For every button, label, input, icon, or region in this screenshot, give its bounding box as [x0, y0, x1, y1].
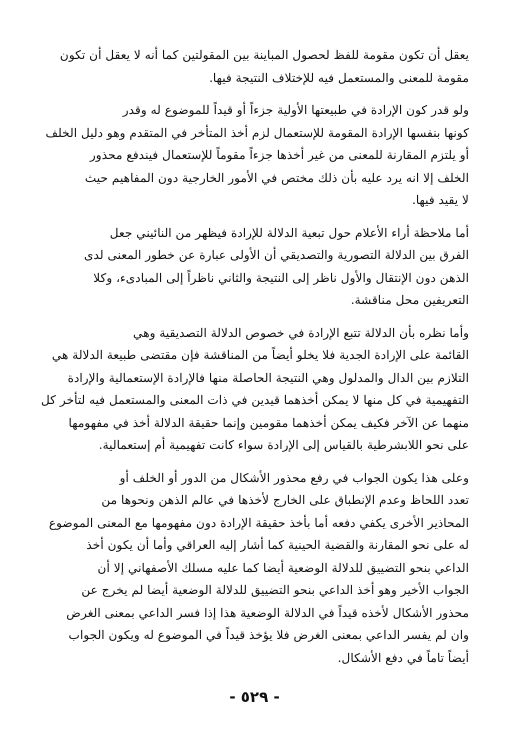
text-line: يعقل أن تكون مقومة للفظ لحصول المباينة بين المقولتين كما أنه لا يعقل أن تكون	[59, 48, 469, 62]
text-line: أما ملاحظة أراء الأعلام حول تبعية الدلالة للإرادة فيظهر من النائيني جعل	[109, 225, 469, 240]
text-line: أيضاً تاماً في دفع الأشكال.	[337, 650, 469, 665]
page-number: - ٥٢٩ -	[229, 688, 280, 706]
text-line: منهما عن الآخر فكيف يمكن أخذهما مقومين وإنما حقيقة الدلالة أخذ في مفهومها	[68, 415, 469, 430]
text-line: الداعي بنحو التضييق للدلالة الوضعية أيضا كما عليه مسلك الأصفهاني إلا أن	[97, 560, 469, 575]
text-line: التعريفين محل مناقشة.	[350, 293, 469, 307]
text-line: وأما نظره بأن الدلالة تتبع الإرادة في خصوص الدلالة التصديقية وهي	[133, 325, 469, 340]
body-text	[40, 44, 469, 669]
text-line: التلازم بين الدال والمدلول وهي النتيجة الحاصلة منها فالإرادة الإستعمالية والإرادة	[67, 370, 469, 385]
text-line: الفرق بين الدلالة التصورية والتصديقي أن الأولى عبارة عن خطور المعنى لدى	[83, 248, 469, 262]
text-line: مقومة للمعنى والمستعمل فيه للإختلاف النتيجة فيها.	[209, 70, 469, 85]
text-line: الخلف إلا انه يرد عليه بأن ذلك مختص في الأمور الخارجية دون المفاهيم حيث	[84, 170, 469, 185]
text-line: القائمة على الإرادة الجدية فلا يخلو أيضاً من المناقشة فإن مقتضى طبيعة الدلالة هي	[51, 348, 469, 362]
text-line: محذور الأشكال لأخذه قيداً في الدلالة الوضعية هذا إذا فسر الداعي بمعنى الغرض	[66, 605, 469, 620]
text-line: لا يقيد فيها.	[411, 193, 469, 207]
text-line: كونها بنفسها الإرادة المقومة للإستعمال لزم أخذ المتأخر في المتقدم وهو دليل الخلف	[45, 125, 469, 140]
paragraph	[40, 222, 469, 312]
text-line: أو يلتزم المقارنة للمعنى من غير أخذها جزءاً مقوماً للإستعمال فيندفع محذور	[89, 148, 469, 162]
text-line: له على نحو المقارنة والقضية الحينية كما أشار إليه العراقي وأما أن يكون أخذ	[86, 538, 469, 552]
paragraph	[40, 44, 469, 89]
paragraph	[40, 322, 469, 457]
text-line: وان لم يفسر الداعي بمعنى الغرض فلا يؤخذ قيداً في الموضوع له ويكون الجواب	[68, 628, 469, 642]
text-line: الجواب الأخير وهو أخذ الداعي بنحو التضييق للدلالة الوضعية أيضا لم يخرج عن	[81, 583, 469, 597]
text-line: تعدد اللحاظ وعدم الإنطباق على الخارج لأخذها في عالم الذهن ونحوها من	[101, 493, 469, 507]
text-line: المحاذير الأخرى يكفي دفعه أما بأخذ حقيقة الإرادة دون مفهومها مع المعنى الموضوع	[48, 515, 469, 530]
text-line: التفهيمية في كل منها لا يمكن أخذهما قيدين في ذات المعنى والمستعمل فيه لتأخر كل	[40, 393, 469, 407]
paragraph	[40, 467, 469, 670]
text-line: الذهن دون الإنتقال والأول ناظر إلى النتيجة والثاني ناظراً إلى المبادىء، وكلا	[93, 270, 469, 285]
text-line: على نحو اللابشرطية بالقياس إلى الإرادة سواء كانت تفهيمية أم إستعمالية.	[98, 438, 469, 452]
text-line: وعلى هذا يكون الجواب في رفع محذور الأشكال من الدور أو الخلف أو	[119, 470, 469, 485]
text-line: ولو قدر كون الإرادة في طبيعتها الأولية جزءاً أو قيداً للموضوع له وقدر	[122, 103, 469, 117]
paragraph	[40, 99, 469, 212]
